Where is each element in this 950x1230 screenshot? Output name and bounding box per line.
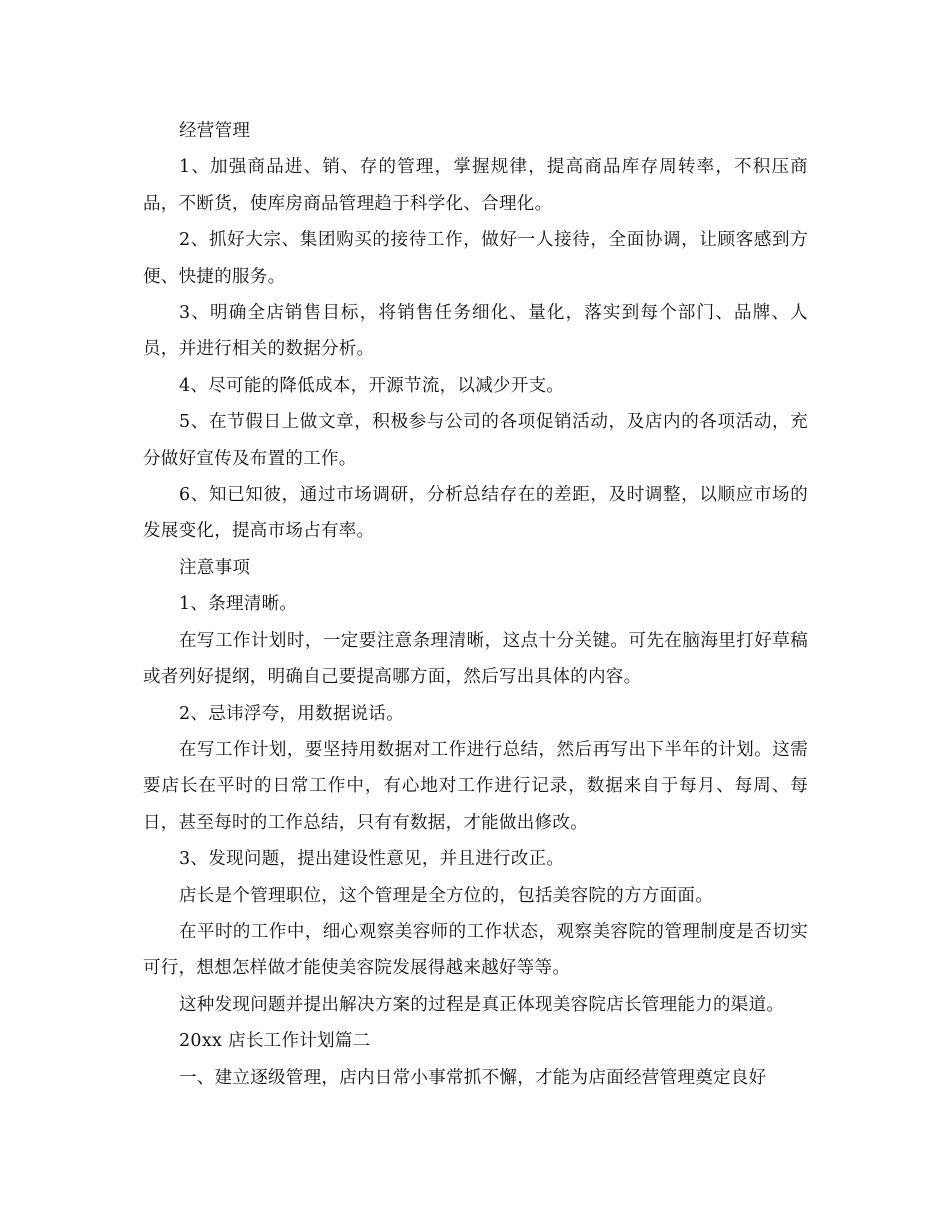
section-heading-notes: 注意事项 [179,557,251,578]
paragraph: 6、知已知彼，通过市场调研，分析总结存在的差距，及时调整，以顺应市场的发展变化，提高市场占有率。 [143,485,808,542]
paragraph: 3、发现问题，提出建设性意见，并且进行改正。 [179,849,565,870]
paragraph: 一、建立逐级管理，店内日常小事常抓不懈，才能为店面经营管理奠定良好 [179,1067,767,1088]
paragraph: 5、在节假日上做文章，积极参与公司的各项促销活动，及店内的各项活动，充分做好宣传及布置的工作。 [143,412,808,469]
paragraph: 在平时的工作中，细心观察美容师的工作状态，观察美容院的管理制度是否切实可行，想想怎样做才能使美容院发展得越来越好等等。 [143,921,808,979]
paragraph: 3、明确全店销售目标，将销售任务细化、量化，落实到每个部门、品牌、人员，并进行相关的数据分析。 [143,303,808,360]
paragraph: 2、忌讳浮夸，用数据说话。 [179,703,405,724]
paragraph: 2、抓好大宗、集团购买的接待工作，做好一人接待，全面协调，让顾客感到方便、快捷的服务。 [143,230,808,287]
section-heading-plan-part-two: 20xx 店长工作计划篇二 [179,1031,371,1052]
paragraph: 在写工作计划时，一定要注意条理清晰，这点十分关键。可先在脑海里打好草稿或者列好提纲，明确自己要提高哪方面，然后写出具体的内容。 [143,630,808,688]
paragraph: 4、尽可能的降低成本，开源节流，以减少开支。 [179,375,565,396]
paragraph: 1、条理清晰。 [179,594,298,615]
document-body [143,113,808,1096]
paragraph: 这种发现问题并提出解决方案的过程是真正体现美容院店长管理能力的渠道。 [179,994,785,1015]
section-heading-business-management: 经营管理 [179,121,251,141]
paragraph: 在写工作计划，要坚持用数据对工作进行总结，然后再写出下半年的计划。这需要店长在平时的日常工作中，有心地对工作进行记录，数据来自于每月、每周、每日，甚至每时的工作总结，只有有数据，才能做出修改。 [143,739,808,833]
paragraph: 店长是个管理职位，这个管理是全方位的，包括美容院的方方面面。 [179,885,713,906]
paragraph: 1、加强商品进、销、存的管理，掌握规律，提高商品库存周转率，不积压商品，不断货，使库房商品管理趋于科学化、合理化。 [143,157,808,214]
